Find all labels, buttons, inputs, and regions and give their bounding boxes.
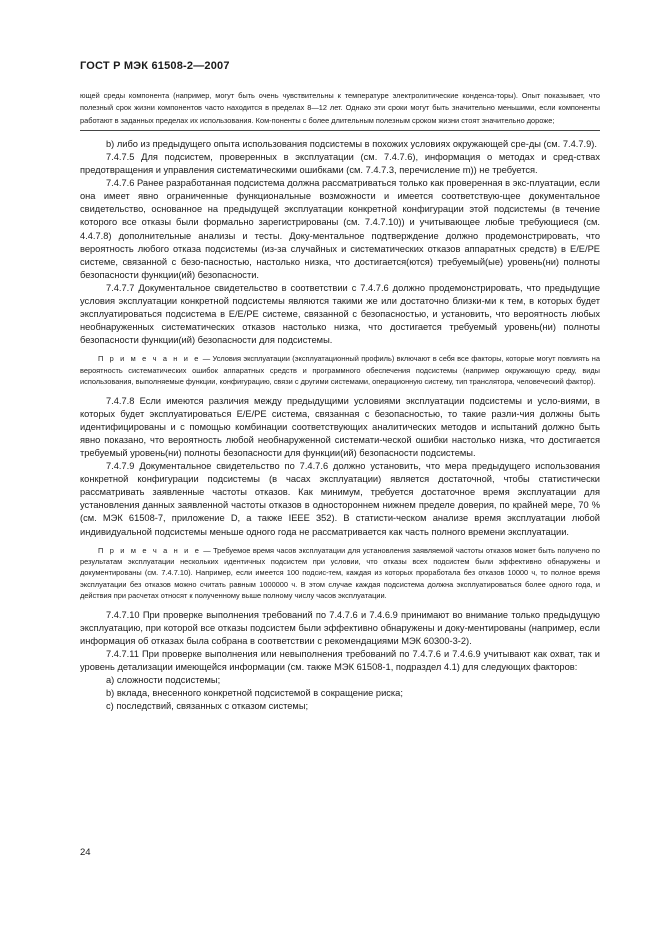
list-item-a: a) сложности подсистемы; xyxy=(106,675,221,686)
document-page xyxy=(80,60,600,713)
paragraph-7-4-7-10: 7.4.7.10 При проверке выполнения требований по 7.4.7.6 и 7.4.6.9 принимают во внимание только предыдущую эксплуатацию, при которой все отказы подсистем были эффективно обнаружены и доку-ментированы (например, если информация об отказах была собрана в соответствии с рекомендациями МЭК 60300-3-2). xyxy=(80,609,600,646)
note-1 xyxy=(80,353,600,387)
note-2-text: — Требуемое время часов эксплуатации для установления заявляемой частоты отказов может быть получено по результатам эксплуатации нескольких идентичных подсистем при условии, что отказы всех подсистем были эффективно обнаружены и документированы (см. 7.4.7.10). Например, если имеется 100 подсис-тем, каждая из которых проработала без отказов 10000 ч, то полное время эксплуатации без отказов можно считать равным 1000000 ч. В этом случае каждая подсистема должна эксплуатироваться более одного года, и действия при расчетах относят к полученному выше полному числу часов эксплуатации. xyxy=(80,545,600,601)
note-1-label: П р и м е ч а н и е xyxy=(98,354,201,364)
page-number: 24 xyxy=(80,847,91,858)
note-2-label: П р и м е ч а н и е xyxy=(98,545,201,555)
paragraph-7-4-7-9: 7.4.7.9 Документальное свидетельство по 7.4.7.6 должно установить, что мера предыдущего использования конкретной конфигурации подсистемы (в часах эксплуатации) является достаточной, чтобы статистически рассматривать заявленные частоты отказов. Как минимум, требуется достаточное время эксплуатации для установления данных заявленной частоты отказов в одностороннем нижнем пределе доверия, по крайней мере, 70 % (см. МЭК 61508-7, приложение D, а также IEEE 352). В статисти-ческом анализе время эксплуатации любой индивидуальной подсистемы меньше одного года не рассматривается как часть полного времени эксплуатации. xyxy=(80,461,600,537)
paragraph-7-4-7-7: 7.4.7.7 Документальное свидетельство в соответствии с 7.4.7.6 должно продемонстрировать, что предыдущие условия эксплуатации конкретной подсистемы являются такими же или достаточно близки-ми к тем, в которых будет эксплуатироваться подсистема в Е/Е/РЕ системе, связанной с безопасностью, и установить, что вероятность любых необнаруженных систематических отказов настолько низка, что достигается требуемый уровень(ни) полноты безопасности функции(ий) безопасности для подсистемы. xyxy=(80,282,600,346)
divider-line xyxy=(80,130,600,131)
paragraph-7-4-7-8: 7.4.7.8 Если имеются различия между предыдущими условиями эксплуатации подсистемы и усло-виями, в которых будет эксплуатироваться Е/Е/РЕ система, связанная с безопасностью, то такие разли-чия должны быть идентифицированы и с помощью комбинации соответствующих аналитических методов и испытаний должно быть явно показано, что вероятность любой необнаруженной системати-ческой ошибки настолько низка, что достигается требуемый уровень(ни) полноты безопасности для функции(ий) безопасности подсистемы. xyxy=(80,395,600,458)
paragraph-7-4-7-11: 7.4.7.11 При проверке выполнения или невыполнения требований по 7.4.7.6 и 7.4.6.9 учитывают как охват, так и уровень детализации имеющейся информации (см. также МЭК 61508-1, подраздел 4.1) для следующих факторов: xyxy=(80,648,600,673)
list-item-b: b) вклада, внесенного конкретной подсистемой в сокращение риска; xyxy=(106,688,403,699)
paragraph-7-4-7-5: 7.4.7.5 Для подсистем, проверенных в эксплуатации (см. 7.4.7.6), информация о методах и сред-ствах предотвращения и управления систематическими ошибками (см. 7.4.7.3, перечисление m)) не требуется. xyxy=(80,151,600,176)
list-item-c: c) последствий, связанных с отказом системы; xyxy=(106,701,309,712)
intro-paragraph: ющей среды компонента (например, могут быть очень чувствительны к температуре электролитические конденса-торы). Опыт показывает, что полезный срок жизни компонентов часто находится в пределах 8—12 лет. Однако эти сроки могут быть значительно меньшими, если компоненты работают в заданных пределах их использования. Ком-поненты с более длительным полезным сроком жизни стоят значительно дороже; xyxy=(80,91,600,125)
note-2 xyxy=(80,545,600,602)
note-1-text: — Условия эксплуатации (эксплуатационный профиль) включают в себя все факторы, которые могут повлиять на вероятность систематических ошибок аппаратных средств и программного обеспечения подсистемы (например окружающую среду, виды использования, выполняемые функции, конфигурацию, связи с другими системами, операционную систему, тип транслятора, человеческий фактор). xyxy=(80,354,600,387)
paragraph-7-4-7-6: 7.4.7.6 Ранее разработанная подсистема должна рассматриваться только как проверенная в экс-плуатации, если она имеет явно ограниченные функциональные возможности и имеется соответствую-щее документальное свидетельство, основанное на предыдущей эксплуатации конкретной конфигурации этой подсистемы (в течение которого все отказы были формально зарегистрированы (см. 7.4.7.10)) и учитывающее любые требующиеся (см. 4.4.7.8) дополнительные анализы и тесты. Доку-ментальное подтверждение должно продемонстрировать, что вероятность любого отказа подсистемы (из-за случайных и систематических отказов аппаратных средств) в Е/Е/РЕ системе, связанной с безо-пасностью, настолько низка, что достигается(ются) требуемый(ые) уровень(ни) полноты безопасности функции(ий) безопасности. xyxy=(80,178,600,280)
paragraph-b: b) либо из предыдущего опыта использования подсистемы в похожих условиях окружающей сре-ды (см. 7.4.7.9). xyxy=(106,138,597,149)
document-header: ГОСТ Р МЭК 61508-2—2007 xyxy=(80,60,230,72)
